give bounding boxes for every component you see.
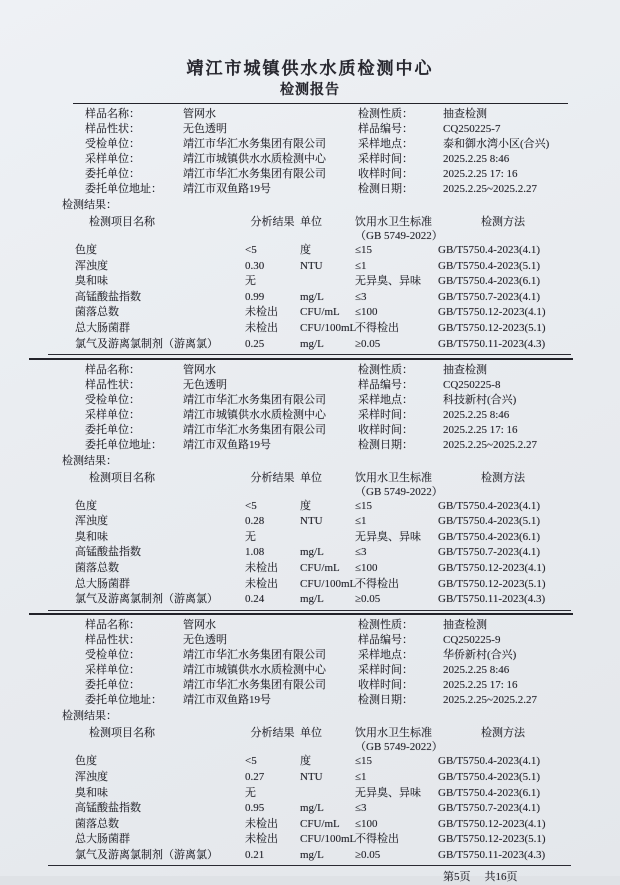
result-standard: ≤3 — [355, 546, 367, 559]
result-method: GB/T5750.4-2023(5.1) — [438, 770, 541, 783]
test-date-label: 检测日期： — [358, 183, 413, 195]
result-item-name: 菌落总数 — [75, 817, 119, 830]
sample-no-label: 样品编号： — [358, 378, 413, 391]
result-value: 未检出 — [245, 817, 278, 830]
col-header-item: 检测项目名称 — [89, 727, 155, 740]
col-header-result: 分析结果 — [250, 471, 295, 484]
result-row — [73, 848, 568, 864]
result-value: 0.99 — [245, 290, 265, 303]
result-item-name: 总大肠菌群 — [75, 833, 130, 846]
result-unit: NTU — [300, 770, 323, 783]
result-unit: 度 — [300, 244, 311, 256]
result-value: 0.24 — [245, 593, 265, 606]
sampling-unit-value: 靖江市城镇供水水质检测中心 — [183, 153, 326, 165]
sample-name-value: 管网水 — [183, 108, 216, 120]
result-unit: CFU/mL — [300, 562, 340, 575]
result-unit: CFU/100mL — [300, 577, 357, 590]
results-table-body — [73, 754, 568, 863]
result-method: GB/T5750.12-2023(4.1) — [438, 817, 546, 830]
test-date-value: 2025.2.25~2025.2.27 — [443, 183, 537, 195]
results-table-header — [73, 724, 568, 754]
sample-state-value: 无色透明 — [183, 123, 227, 135]
inspected-unit-label: 受检单位： — [85, 649, 140, 662]
result-value: 未检出 — [245, 562, 278, 575]
result-item-name: 浑浊度 — [75, 515, 108, 528]
test-nature-value: 抽查检测 — [443, 363, 487, 376]
result-standard: ≤100 — [355, 306, 378, 319]
result-row — [73, 817, 568, 833]
result-method: GB/T5750.11-2023(4.3) — [438, 337, 546, 350]
result-method: GB/T5750.11-2023(4.3) — [438, 848, 546, 861]
sample-state-label: 样品性状： — [85, 123, 140, 135]
results-table-header — [73, 213, 568, 243]
receive-time-value: 2025.2.25 17: 16 — [443, 423, 518, 436]
result-method: GB/T5750.4-2023(5.1) — [438, 259, 541, 272]
col-header-item: 检测项目名称 — [89, 471, 155, 484]
col-header-standard-line2: （GB 5749-2022） — [355, 485, 443, 498]
sampling-site-value: 科技新村(合兴) — [443, 393, 517, 406]
sample-state-value: 无色透明 — [183, 634, 227, 647]
result-value: 未检出 — [245, 833, 278, 846]
result-item-name: 臭和味 — [75, 786, 108, 799]
col-header-method: 检测方法 — [481, 216, 525, 228]
client-address-value: 靖江市双鱼路19号 — [183, 183, 271, 195]
result-row — [73, 832, 568, 848]
result-standard: ≥0.05 — [355, 848, 381, 861]
results-heading: 检测结果： — [62, 199, 117, 211]
result-row — [73, 514, 568, 530]
client-address-value: 靖江市双鱼路19号 — [183, 694, 271, 707]
result-unit: NTU — [300, 515, 323, 528]
result-value: 未检出 — [245, 577, 278, 590]
result-method: GB/T5750.7-2023(4.1) — [438, 802, 541, 815]
result-unit: 度 — [300, 499, 311, 512]
col-header-standard — [355, 215, 443, 243]
result-value: 0.28 — [245, 515, 265, 528]
result-standard: ≤15 — [355, 244, 373, 256]
result-unit — [300, 274, 355, 290]
receive-time-value: 2025.2.25 17: 16 — [443, 168, 518, 180]
result-standard: 无异臭、异味 — [355, 275, 421, 288]
report-title: 靖江市城镇供水水质检测中心 — [186, 59, 434, 78]
test-nature-label: 检测性质： — [358, 363, 413, 376]
page-count: 共16页 — [484, 871, 518, 884]
result-row — [73, 577, 568, 593]
sample-state-label: 样品性状： — [85, 634, 140, 647]
sampling-site-value: 华侨新村(合兴) — [443, 649, 517, 662]
result-standard: ≥0.05 — [355, 337, 381, 350]
test-nature-label: 检测性质： — [358, 619, 413, 632]
result-value: 0.27 — [245, 770, 265, 783]
sample-no-value: CQ250225-7 — [443, 123, 501, 135]
col-header-standard-line1: 饮用水卫生标准 — [355, 727, 432, 740]
result-item-name: 浑浊度 — [75, 259, 108, 272]
sample-no-label: 样品编号： — [358, 123, 413, 135]
result-row — [73, 321, 568, 337]
report-content — [62, 103, 568, 885]
result-method: GB/T5750.12-2023(4.1) — [438, 306, 546, 319]
sample-state-value: 无色透明 — [183, 378, 227, 391]
result-unit — [300, 786, 355, 802]
result-unit: NTU — [300, 259, 323, 272]
result-standard: ≤1 — [355, 770, 367, 783]
client-address-label: 委托单位地址： — [85, 438, 162, 451]
col-header-standard — [355, 726, 443, 754]
result-row — [73, 801, 568, 817]
result-row — [73, 305, 568, 321]
result-unit: CFU/mL — [300, 817, 340, 830]
result-value: <5 — [245, 244, 257, 256]
client-unit-value: 靖江市华汇水务集团有限公司 — [183, 423, 326, 436]
result-standard: 无异臭、异味 — [355, 786, 421, 799]
result-method: GB/T5750.7-2023(4.1) — [438, 546, 541, 559]
result-value: 未检出 — [245, 321, 278, 334]
sampling-site-label: 采样地点： — [358, 393, 413, 406]
sampling-time-label: 采样时间： — [358, 664, 413, 677]
result-item-name: 色度 — [75, 244, 97, 256]
col-header-method: 检测方法 — [481, 471, 525, 484]
result-row — [73, 243, 568, 259]
result-row — [73, 274, 568, 290]
col-header-item: 检测项目名称 — [89, 216, 155, 228]
client-address-value: 靖江市双鱼路19号 — [183, 438, 271, 451]
result-item-name: 高锰酸盐指数 — [75, 802, 141, 815]
col-header-standard — [355, 471, 443, 499]
separator-thin-rule — [48, 354, 571, 355]
result-method: GB/T5750.4-2023(6.1) — [438, 530, 541, 543]
sampling-unit-label: 采样单位： — [85, 408, 140, 421]
result-item-name: 总大肠菌群 — [75, 577, 130, 590]
result-standard: ≤100 — [355, 562, 378, 575]
sampling-time-value: 2025.2.25 8:46 — [443, 408, 510, 421]
sampling-site-label: 采样地点： — [358, 649, 413, 662]
result-item-name: 浑浊度 — [75, 770, 108, 783]
result-method: GB/T5750.12-2023(4.1) — [438, 562, 546, 575]
result-row — [73, 561, 568, 577]
result-item-name: 菌落总数 — [75, 306, 119, 319]
result-standard: ≤3 — [355, 290, 367, 303]
result-standard: ≤1 — [355, 515, 367, 528]
sampling-time-value: 2025.2.25 8:46 — [443, 664, 510, 677]
separator-thin-rule — [48, 610, 571, 611]
result-value: 1.08 — [245, 546, 265, 559]
result-standard: ≤15 — [355, 755, 373, 768]
test-date-label: 检测日期： — [358, 694, 413, 707]
client-unit-label: 委托单位： — [85, 423, 140, 436]
client-unit-label: 委托单位： — [85, 168, 140, 180]
client-unit-value: 靖江市华汇水务集团有限公司 — [183, 168, 326, 180]
results-table — [73, 724, 568, 863]
result-method: GB/T5750.4-2023(4.1) — [438, 755, 541, 768]
sample-section — [62, 615, 568, 866]
client-address-label: 委托单位地址： — [85, 183, 162, 195]
col-header-method: 检测方法 — [481, 727, 525, 740]
report-subtitle: 检测报告 — [280, 83, 340, 98]
receive-time-label: 收样时间： — [358, 168, 413, 180]
result-row — [73, 499, 568, 515]
sampling-time-label: 采样时间： — [358, 408, 413, 421]
result-unit: mg/L — [300, 848, 324, 861]
result-unit: CFU/mL — [300, 306, 340, 319]
results-heading: 检测结果： — [62, 710, 117, 723]
result-item-name: 高锰酸盐指数 — [75, 546, 141, 559]
col-header-result: 分析结果 — [250, 727, 295, 740]
result-item-name: 臭和味 — [75, 530, 108, 543]
result-value: 0.21 — [245, 848, 265, 861]
result-method: GB/T5750.12-2023(5.1) — [438, 321, 546, 334]
sample-info — [73, 107, 568, 197]
result-item-name: 氯气及游离氯制剂（游离氯） — [75, 337, 218, 350]
test-date-value: 2025.2.25~2025.2.27 — [443, 438, 537, 451]
receive-time-label: 收样时间： — [358, 679, 413, 692]
section-separator — [73, 865, 568, 866]
result-item-name: 臭和味 — [75, 275, 108, 288]
sample-name-label: 样品名称： — [85, 108, 140, 120]
result-value: 无 — [245, 530, 256, 543]
sample-no-label: 样品编号： — [358, 634, 413, 647]
sampling-unit-label: 采样单位： — [85, 153, 140, 165]
result-unit: mg/L — [300, 546, 324, 559]
result-standard: 无异臭、异味 — [355, 530, 421, 543]
col-header-unit: 单位 — [300, 471, 322, 484]
result-unit: mg/L — [300, 593, 324, 606]
result-row — [73, 592, 568, 608]
result-value: 0.30 — [245, 259, 265, 272]
sample-section — [62, 104, 568, 360]
result-method: GB/T5750.4-2023(6.1) — [438, 786, 541, 799]
sample-name-label: 样品名称： — [85, 363, 140, 376]
sample-name-value: 管网水 — [183, 363, 216, 376]
results-table-body — [73, 243, 568, 352]
result-item-name: 色度 — [75, 499, 97, 512]
result-value: 0.25 — [245, 337, 265, 350]
test-nature-value: 抽查检测 — [443, 619, 487, 632]
sampling-site-label: 采样地点： — [358, 138, 413, 150]
results-table — [73, 213, 568, 352]
page-footer — [73, 870, 568, 885]
result-value: 无 — [245, 275, 256, 288]
results-table-header — [73, 469, 568, 499]
test-nature-label: 检测性质： — [358, 108, 413, 120]
inspected-unit-value: 靖江市华汇水务集团有限公司 — [183, 393, 326, 406]
sample-no-value: CQ250225-8 — [443, 378, 501, 391]
result-item-name: 氯气及游离氯制剂（游离氯） — [75, 593, 218, 606]
inspected-unit-label: 受检单位： — [85, 138, 140, 150]
test-nature-value: 抽查检测 — [443, 108, 487, 120]
result-standard: ≤100 — [355, 817, 378, 830]
result-value: 无 — [245, 786, 256, 799]
col-header-standard-line1: 饮用水卫生标准 — [355, 216, 432, 228]
result-row — [73, 530, 568, 546]
result-unit: 度 — [300, 755, 311, 768]
client-unit-value: 靖江市华汇水务集团有限公司 — [183, 679, 326, 692]
sampling-unit-value: 靖江市城镇供水水质检测中心 — [183, 408, 326, 421]
sampling-unit-label: 采样单位： — [85, 664, 140, 677]
result-standard: 不得检出 — [355, 833, 399, 846]
result-value: 0.95 — [245, 802, 265, 815]
doc-header — [0, 0, 620, 100]
result-method: GB/T5750.4-2023(5.1) — [438, 515, 541, 528]
sampling-site-value: 泰和御水湾小区(合兴) — [443, 138, 550, 150]
result-unit: mg/L — [300, 802, 324, 815]
result-unit: CFU/100mL — [300, 321, 357, 334]
client-address-label: 委托单位地址： — [85, 694, 162, 707]
result-method: GB/T5750.4-2023(4.1) — [438, 499, 541, 512]
sample-no-value: CQ250225-9 — [443, 634, 501, 647]
result-row — [73, 290, 568, 306]
result-item-name: 氯气及游离氯制剂（游离氯） — [75, 848, 218, 861]
col-header-standard-line2: （GB 5749-2022） — [355, 230, 443, 242]
result-standard: 不得检出 — [355, 321, 399, 334]
receive-time-value: 2025.2.25 17: 16 — [443, 679, 518, 692]
sample-section — [62, 360, 568, 616]
result-unit: CFU/100mL — [300, 833, 357, 846]
result-unit: mg/L — [300, 290, 324, 303]
results-table-body — [73, 499, 568, 608]
result-unit: mg/L — [300, 337, 324, 350]
result-item-name: 高锰酸盐指数 — [75, 290, 141, 303]
result-standard: ≤1 — [355, 259, 367, 272]
col-header-standard-line1: 饮用水卫生标准 — [355, 471, 432, 484]
sampling-unit-value: 靖江市城镇供水水质检测中心 — [183, 664, 326, 677]
result-value: <5 — [245, 499, 257, 512]
result-standard: ≥0.05 — [355, 593, 381, 606]
sample-info — [73, 618, 568, 708]
result-method: GB/T5750.4-2023(6.1) — [438, 275, 541, 288]
result-row — [73, 786, 568, 802]
inspected-unit-value: 靖江市华汇水务集团有限公司 — [183, 649, 326, 662]
result-value: <5 — [245, 755, 257, 768]
col-header-result: 分析结果 — [250, 216, 295, 228]
result-standard: 不得检出 — [355, 577, 399, 590]
result-unit — [300, 530, 355, 546]
sampling-time-value: 2025.2.25 8:46 — [443, 153, 510, 165]
result-value: 未检出 — [245, 306, 278, 319]
test-date-value: 2025.2.25~2025.2.27 — [443, 694, 537, 707]
col-header-unit: 单位 — [300, 216, 322, 228]
sampling-time-label: 采样时间： — [358, 153, 413, 165]
result-row — [73, 770, 568, 786]
receive-time-label: 收样时间： — [358, 423, 413, 436]
col-header-unit: 单位 — [300, 727, 322, 740]
col-header-standard-line2: （GB 5749-2022） — [355, 741, 443, 754]
inspected-unit-value: 靖江市华汇水务集团有限公司 — [183, 138, 326, 150]
result-item-name: 总大肠菌群 — [75, 321, 130, 334]
result-method: GB/T5750.7-2023(4.1) — [438, 290, 541, 303]
inspected-unit-label: 受检单位： — [85, 393, 140, 406]
sample-name-value: 管网水 — [183, 619, 216, 632]
test-date-label: 检测日期： — [358, 438, 413, 451]
result-method: GB/T5750.11-2023(4.3) — [438, 593, 546, 606]
result-row — [73, 337, 568, 353]
page-number: 第5页 — [443, 871, 471, 884]
result-row — [73, 545, 568, 561]
client-unit-label: 委托单位： — [85, 679, 140, 692]
result-method: GB/T5750.4-2023(4.1) — [438, 244, 541, 256]
sample-state-label: 样品性状： — [85, 378, 140, 391]
sample-name-label: 样品名称： — [85, 619, 140, 632]
results-table — [73, 469, 568, 608]
sample-info — [73, 363, 568, 453]
separator-thin-rule — [48, 865, 571, 866]
result-row — [73, 754, 568, 770]
result-item-name: 菌落总数 — [75, 562, 119, 575]
result-standard: ≤3 — [355, 802, 367, 815]
result-item-name: 色度 — [75, 755, 97, 768]
result-method: GB/T5750.12-2023(5.1) — [438, 833, 546, 846]
results-heading: 检测结果： — [62, 454, 117, 467]
result-row — [73, 259, 568, 275]
result-method: GB/T5750.12-2023(5.1) — [438, 577, 546, 590]
sections-container — [62, 104, 568, 866]
result-standard: ≤15 — [355, 499, 373, 512]
